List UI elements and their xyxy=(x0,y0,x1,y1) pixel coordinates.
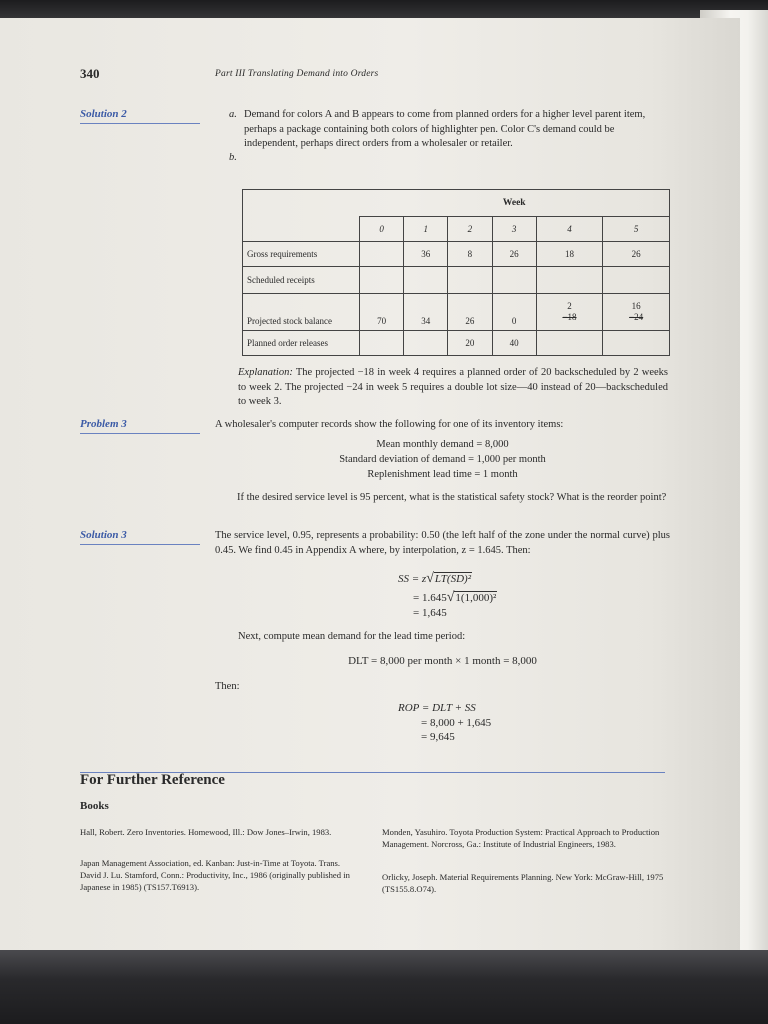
table-cell: 34 xyxy=(404,294,448,331)
books-subheading: Books xyxy=(80,800,109,812)
table-cell: 8 xyxy=(448,242,492,267)
table-cell: 20 xyxy=(448,331,492,356)
table-cell: 70 xyxy=(360,294,404,331)
ss-step2-radicand: 1(1,000)² xyxy=(455,592,497,604)
row-label: Scheduled receipts xyxy=(243,267,360,294)
table-cell xyxy=(536,331,603,356)
table-cell xyxy=(360,242,404,267)
table-cell: 26 xyxy=(603,242,670,267)
mrp-table xyxy=(242,189,670,356)
table-cell: 18 xyxy=(536,242,603,267)
lead-time: Replenishment lead time = 1 month xyxy=(367,469,518,480)
week-header: Week xyxy=(360,190,670,217)
ss-result: = 1,645 xyxy=(413,607,447,619)
table-cell xyxy=(448,267,492,294)
std-deviation: Standard deviation of demand = 1,000 per month xyxy=(339,454,546,465)
solution-2-b-marker: b. xyxy=(229,152,237,163)
week-col-2: 2 xyxy=(448,217,492,242)
table-row xyxy=(243,267,670,294)
explanation xyxy=(238,366,668,410)
table-corner-low xyxy=(243,217,360,242)
corrected-value: 2 xyxy=(567,301,572,311)
table-cell: 0 xyxy=(492,294,536,331)
solution-2-label: Solution 2 xyxy=(80,108,127,120)
solution-2-a-text: Demand for colors A and B appears to come from planned orders for a higher level parent item, perhaps a package containing both colors of highlighter pen. Color C's demand could be independent, perhaps direct orders from a wholesaler or retailer. xyxy=(244,109,646,149)
then-text: Then: xyxy=(215,681,240,692)
ss-step2-lhs: = 1.645 xyxy=(413,592,447,604)
solution-2-rule xyxy=(80,123,200,124)
next-text: Next, compute mean demand for the lead time period: xyxy=(238,631,466,642)
solution-2-a-marker: a. xyxy=(229,109,237,120)
solution-3-label: Solution 3 xyxy=(80,529,127,541)
table-cell xyxy=(603,331,670,356)
row-label: Gross requirements xyxy=(243,242,360,267)
explanation-lead: Explanation: xyxy=(238,367,293,378)
table-cell xyxy=(536,267,603,294)
rop-result: = 9,645 xyxy=(421,731,455,743)
reference-item: Orlicky, Joseph. Material Requirements Planning. New York: McGraw-Hill, 1975 (TS155.8.O74). xyxy=(382,872,664,894)
problem-3-intro: A wholesaler's computer records show the following for one of its inventory items: xyxy=(215,419,564,430)
page-number: 340 xyxy=(80,66,100,81)
sqrt-icon: √ xyxy=(426,571,434,586)
corrected-cell-week5 xyxy=(603,294,670,331)
solution-3-rule xyxy=(80,544,200,545)
table-row xyxy=(243,294,670,331)
table-row xyxy=(243,331,670,356)
rop-formula: ROP = DLT + SS xyxy=(398,702,476,714)
mean-demand: Mean monthly demand = 8,000 xyxy=(376,439,509,450)
ss-lhs: SS = z xyxy=(398,573,427,585)
table-cell xyxy=(603,267,670,294)
week-col-5: 5 xyxy=(603,217,670,242)
struck-value: −18 xyxy=(562,312,577,322)
reference-item: Monden, Yasuhiro. Toyota Production System: Practical Approach to Production Management. Norcross, Ga.: Institute of Industrial Engineers, 1983. xyxy=(382,827,660,849)
ss-formula-line2 xyxy=(413,590,497,606)
table-cell xyxy=(404,267,448,294)
reference-item: Hall, Robert. Zero Inventories. Homewood, Ill.: Dow Jones–Irwin, 1983. xyxy=(80,827,332,837)
table-cell xyxy=(360,267,404,294)
table-cell xyxy=(492,267,536,294)
problem-3-rule xyxy=(80,433,200,434)
running-head: Part III Translating Demand into Orders xyxy=(215,69,379,79)
table-cell: 36 xyxy=(404,242,448,267)
ss-formula-line1 xyxy=(398,571,472,587)
sqrt-icon: √ xyxy=(446,590,455,605)
week-col-1: 1 xyxy=(404,217,448,242)
table-cell: 26 xyxy=(492,242,536,267)
dlt-equation: DLT = 8,000 per month × 1 month = 8,000 xyxy=(348,655,537,667)
week-col-4: 4 xyxy=(536,217,603,242)
struck-value: −24 xyxy=(629,312,644,322)
week-col-0: 0 xyxy=(360,217,404,242)
problem-3-question: If the desired service level is 95 percent, what is the statistical safety stock? What is the reorder point? xyxy=(237,492,667,503)
table-row xyxy=(243,242,670,267)
row-label: Projected stock balance xyxy=(243,294,360,331)
table-cell: 40 xyxy=(492,331,536,356)
table-cell: 26 xyxy=(448,294,492,331)
corrected-cell-week4 xyxy=(536,294,603,331)
week-col-3: 3 xyxy=(492,217,536,242)
corrected-value: 16 xyxy=(631,301,641,311)
row-label: Planned order releases xyxy=(243,331,360,356)
rop-step2: = 8,000 + 1,645 xyxy=(421,717,492,729)
reference-item: Japan Management Association, ed. Kanban: Just-in-Time at Toyota. Trans. David J. Lu. Stamford, Conn.: Productivity, Inc., 1986 (originally published in Japanese in 1985) (TS157.T6913). xyxy=(80,858,350,892)
table-cell xyxy=(360,331,404,356)
explanation-text: The projected −18 in week 4 requires a planned order of 20 backscheduled by 2 weeks to week 2. The projected −24 in week 5 requires a double lot size—40 instead of 20—backscheduled to week 3. xyxy=(238,367,669,407)
problem-3-label: Problem 3 xyxy=(80,418,127,430)
scan-bottom-edge xyxy=(0,950,768,1024)
table-corner xyxy=(243,190,360,217)
solution-3-text: The service level, 0.95, represents a probability: 0.50 (the left half of the zone under the normal curve) plus 0.45. We find 0.45 in Appendix A where, by interpolation, z = 1.645. Then: xyxy=(215,530,670,556)
further-reference-heading: For Further Reference xyxy=(80,772,225,788)
ss-radicand: LT(SD)² xyxy=(434,573,471,585)
table-cell xyxy=(404,331,448,356)
